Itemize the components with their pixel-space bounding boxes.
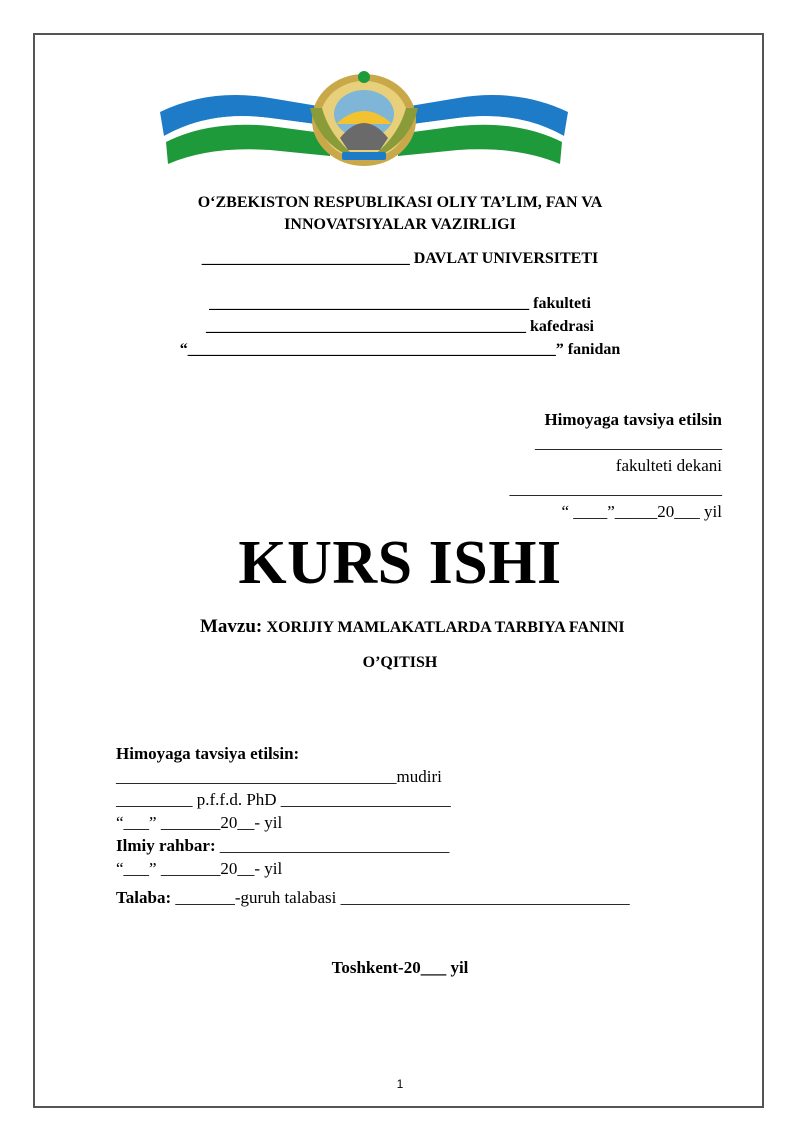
document-title: KURS ISHI xyxy=(238,529,562,597)
student-line xyxy=(116,888,630,908)
page-number: 1 xyxy=(396,1077,404,1091)
ministry-line-1: O‘ZBEKISTON RESPUBLIKASI OLIY TA’LIM, FAN VA xyxy=(197,194,603,211)
topic-text-1: XORIJIY MAMLAKATLARDA TARBIYA FANINI xyxy=(266,619,625,636)
subject-line: “______________________________________________” fanidan xyxy=(179,341,621,358)
approval-right-heading: Himoyaga tavsiya etilsin xyxy=(544,410,722,429)
approval-right-blank-1: ______________________ xyxy=(535,433,722,452)
student-blank: _______-guruh talabasi __________________________________ xyxy=(171,888,630,907)
supervisor-blank: ___________________________ xyxy=(215,836,450,855)
university-line: __________________________ DAVLAT UNIVERSITETI xyxy=(201,250,599,267)
faculty-line: ________________________________________ fakulteti xyxy=(209,295,591,312)
student-label: Talaba: xyxy=(116,888,172,907)
dean-label: fakulteti dekani xyxy=(615,456,722,475)
phd-line: _________ p.f.f.d. PhD ____________________ xyxy=(116,790,451,809)
topic-line-2 xyxy=(0,652,800,672)
topic-label: Mavzu: xyxy=(200,616,263,637)
approval-right-blank-2: _________________________ xyxy=(509,479,722,498)
approval-left-date-2: “___” _______20__- yil xyxy=(116,859,283,878)
supervisor-line xyxy=(116,836,449,856)
department-line: ________________________________________ kafedrasi xyxy=(206,318,594,335)
supervisor-label: Ilmiy rahbar: xyxy=(116,836,216,855)
city-year: Toshkent-20___ yil xyxy=(331,958,469,977)
approval-left-heading: Himoyaga tavsiya etilsin: xyxy=(116,744,300,763)
topic-text-2: O’QITISH xyxy=(362,654,438,671)
approval-right-date: “ ____”_____20___ yil xyxy=(561,502,722,521)
ministry-line-2: INNOVATSIYALAR VAZIRLIGI xyxy=(284,216,516,233)
topic-line-1 xyxy=(200,616,625,638)
department-head-line: _________________________________mudiri xyxy=(116,767,442,786)
approval-left-date-1: “___” _______20__- yil xyxy=(116,813,283,832)
uzbekistan-emblem-icon xyxy=(160,68,568,168)
